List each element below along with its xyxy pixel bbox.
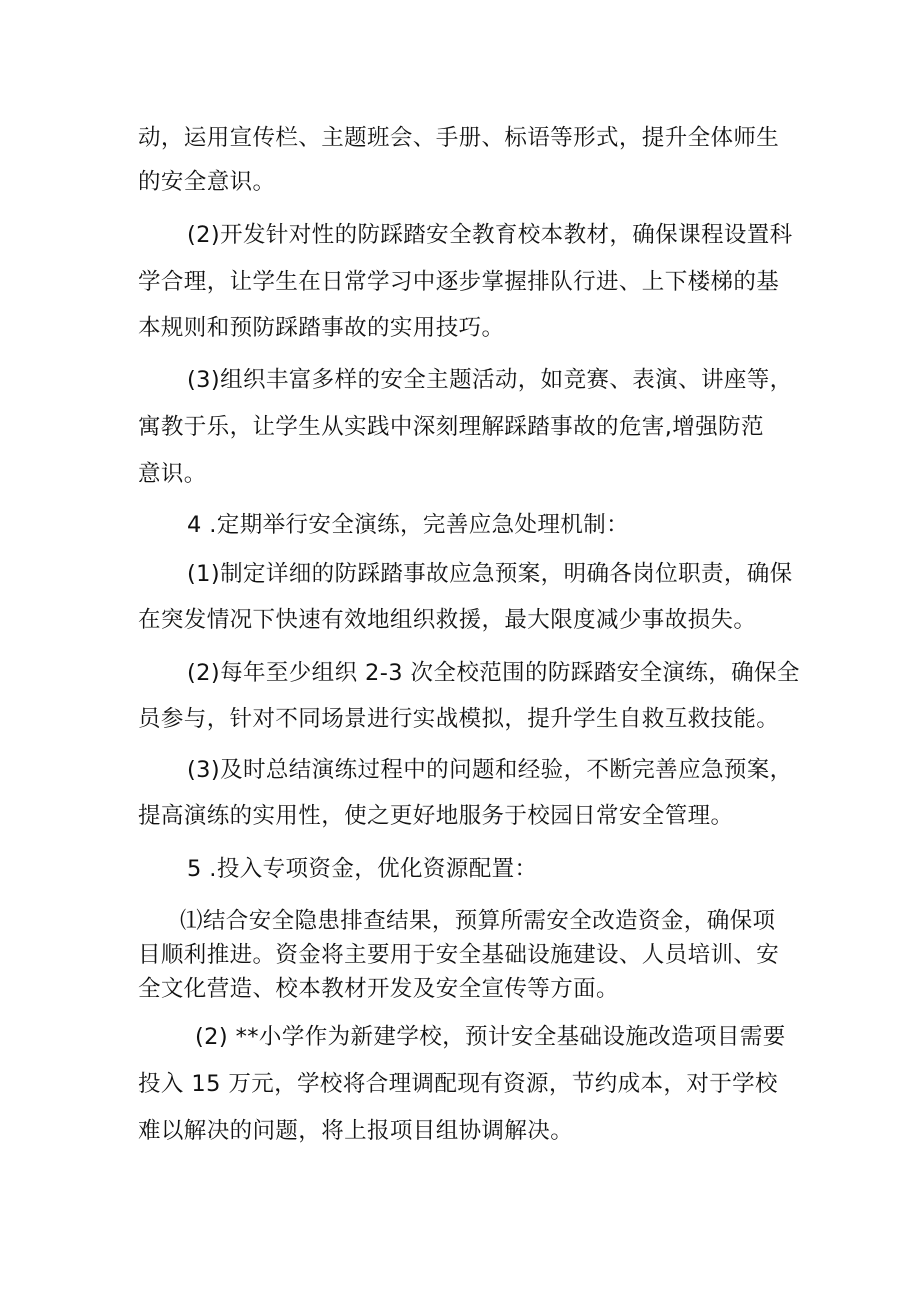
- text-line: 全文化营造、校本教材开发及安全宣传等方面。: [138, 976, 619, 1002]
- section-heading: 5 .投入专项资金，优化资源配置：: [187, 856, 538, 882]
- text-line: (2)开发针对性的防踩踏安全教育校本教材，确保课程设置科: [187, 222, 793, 248]
- text-line: 难以解决的问题，将上报项目组协调解决。: [138, 1118, 574, 1144]
- text-line: 目顺利推进。资金将主要用于安全基础设施建设、人员培训、安: [138, 942, 780, 968]
- text-line: (3)组织丰富多样的安全主题活动，如竞赛、表演、讲座等，: [187, 367, 793, 393]
- text-line: 员参与，针对不同场景进行实战模拟，提升学生自救互救技能。: [138, 706, 780, 732]
- text-line: (1)制定详细的防踩踏事故应急预案，明确各岗位职责，确保: [187, 561, 793, 587]
- text-line: 投入 15 万元，学校将合理调配现有资源，节约成本，对于学校: [138, 1071, 778, 1097]
- text-line: 在突发情况下快速有效地组织救援，最大限度减少事故损失。: [138, 607, 757, 633]
- text-line: 寓教于乐，让学生从实践中深刻理解踩踏事故的危害,增强防范: [138, 414, 764, 440]
- text-line: (2) **小学作为新建学校，预计安全基础设施改造项目需要: [195, 1024, 786, 1050]
- section-heading: 4 .定期举行安全演练，完善应急处理机制：: [187, 512, 630, 538]
- text-line: 提高演练的实用性，使之更好地服务于校园日常安全管理。: [138, 803, 734, 829]
- text-line: 本规则和预防踩踏事故的实用技巧。: [138, 315, 505, 341]
- text-line: 的安全意识。: [138, 169, 276, 195]
- text-line: 动，运用宣传栏、主题班会、手册、标语等形式，提升全体师生: [138, 125, 780, 151]
- text-line: (3)及时总结演练过程中的问题和经验，不断完善应急预案，: [187, 757, 793, 783]
- text-line: ⑴结合安全隐患排查结果，预算所需安全改造资金，确保项: [180, 908, 776, 934]
- text-line: 学合理，让学生在日常学习中逐步掌握排队行进、上下楼梯的基: [138, 269, 780, 295]
- text-line: (2)每年至少组织 2-3 次全校范围的防踩踏安全演练，确保全: [187, 660, 800, 686]
- text-line: 意识。: [138, 461, 207, 487]
